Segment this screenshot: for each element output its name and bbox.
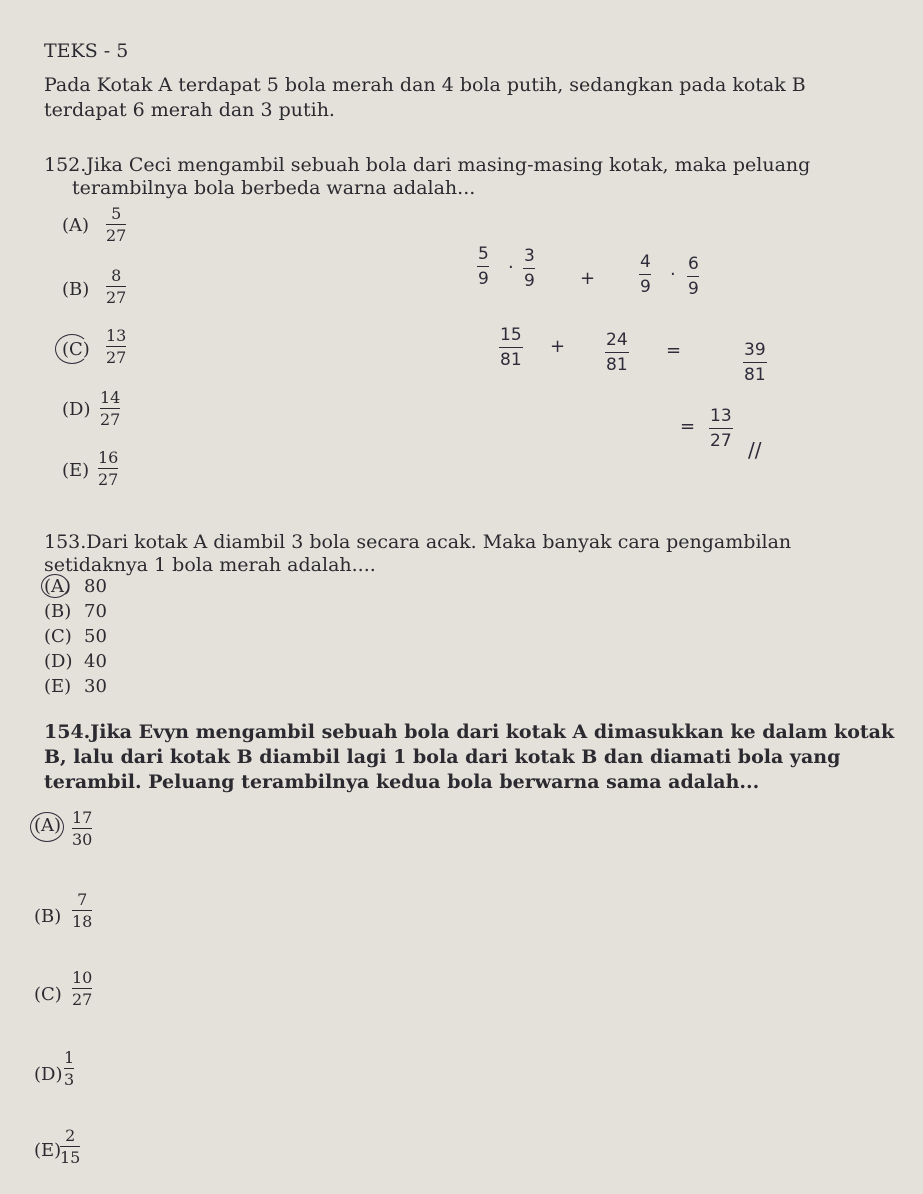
q152-option-a-label[interactable]: (A)	[62, 215, 90, 236]
fraction-bar	[106, 224, 126, 225]
q152-option-e-fraction	[98, 448, 118, 489]
hand-fraction: 3 9	[524, 246, 535, 291]
q153-option-e-value: 30	[84, 676, 107, 697]
hand-operator: =	[680, 416, 696, 437]
q154-option-a-label[interactable]: (A)	[34, 815, 62, 836]
numerator: 8	[111, 266, 122, 285]
numerator: 13	[106, 326, 127, 345]
q153-option-a-label[interactable]: (A)	[44, 576, 72, 597]
q153-option-b-value: 70	[84, 601, 107, 622]
denominator: 27	[106, 288, 127, 307]
q154-option-e-label[interactable]: (E)	[34, 1140, 62, 1161]
q153-option-d-value: 40	[84, 651, 107, 672]
numerator: 10	[72, 968, 93, 987]
q152-option-c-fraction	[106, 326, 126, 367]
hand-fraction: 39 81	[744, 340, 766, 385]
denominator: 27	[106, 226, 127, 245]
hand-operator: =	[666, 340, 682, 361]
q154-option-c-label[interactable]: (C)	[34, 984, 62, 1005]
numerator: 16	[98, 448, 119, 467]
numerator: 5	[111, 204, 122, 223]
page-title: TEKS - 5	[44, 40, 129, 62]
q152-option-e-label[interactable]: (E)	[62, 460, 90, 481]
hand-operator: +	[550, 336, 566, 357]
denominator: 30	[72, 830, 93, 849]
hand-fraction: 4 9	[640, 252, 651, 297]
denominator: 18	[72, 912, 93, 931]
fraction-bar	[72, 910, 92, 911]
fraction-bar	[60, 1146, 80, 1147]
denominator: 3	[64, 1070, 75, 1089]
q152-option-d-label[interactable]: (D)	[62, 399, 91, 420]
q154-option-c-fraction	[72, 968, 92, 1009]
fraction-bar	[98, 468, 118, 469]
q154-option-d-label[interactable]: (D)	[34, 1064, 63, 1085]
hand-fraction: 24 81	[606, 330, 628, 375]
intro-line-2: terdapat 6 merah dan 3 putih.	[44, 99, 335, 121]
hand-fraction: 13 27	[710, 406, 732, 451]
intro-line-1: Pada Kotak A terdapat 5 bola merah dan 4 bola putih, sedangkan pada kotak B	[44, 74, 806, 96]
q153-option-c-value: 50	[84, 626, 107, 647]
fraction-bar	[72, 828, 92, 829]
fraction-bar	[100, 408, 120, 409]
denominator: 27	[98, 470, 119, 489]
hand-mark: //	[748, 438, 762, 462]
q152-option-c-label[interactable]: (C)	[62, 339, 90, 360]
denominator: 27	[106, 348, 127, 367]
numerator: 14	[100, 388, 121, 407]
q154-option-a-fraction	[72, 808, 92, 849]
q154-option-e-fraction	[60, 1126, 80, 1167]
q152-option-b-fraction	[106, 266, 126, 307]
q152-option-a-fraction	[106, 204, 126, 245]
selected-answer-circle	[55, 334, 89, 364]
q154-option-d-fraction	[64, 1048, 74, 1089]
hand-operator: ·	[508, 257, 514, 278]
q154-option-b-label[interactable]: (B)	[34, 906, 62, 927]
q153-option-c-label[interactable]: (C)	[44, 626, 72, 647]
fraction-bar	[106, 346, 126, 347]
numerator: 17	[72, 808, 93, 827]
denominator: 27	[72, 990, 93, 1009]
numerator: 7	[77, 890, 88, 909]
numerator: 1	[64, 1048, 75, 1067]
q152-option-b-label[interactable]: (B)	[62, 279, 90, 300]
hand-fraction: 6 9	[688, 254, 699, 299]
q152-option-d-fraction	[100, 388, 120, 429]
hand-fraction: 5 9	[478, 244, 489, 289]
q153-option-a-value: 80	[84, 576, 107, 597]
denominator: 15	[60, 1148, 81, 1167]
q152-text-line-1: 152.Jika Ceci mengambil sebuah bola dari masing-masing kotak, maka peluang	[44, 154, 811, 176]
q154-text-line-2: B, lalu dari kotak B diambil lagi 1 bola dari kotak B dan diamati bola yang	[44, 746, 841, 768]
fraction-bar	[64, 1068, 74, 1069]
q152-text-line-2: terambilnya bola berbeda warna adalah...	[72, 177, 476, 199]
q154-text-line-3: terambil. Peluang terambilnya kedua bola berwarna sama adalah...	[44, 771, 760, 793]
numerator: 2	[65, 1126, 76, 1145]
hand-operator: ·	[670, 264, 676, 285]
q153-option-e-label[interactable]: (E)	[44, 676, 72, 697]
q153-option-d-label[interactable]: (D)	[44, 651, 73, 672]
q153-text-line-2: setidaknya 1 bola merah adalah....	[44, 554, 376, 576]
hand-fraction: 15 81	[500, 325, 522, 370]
q154-option-b-fraction	[72, 890, 92, 931]
q153-option-b-label[interactable]: (B)	[44, 601, 72, 622]
q153-text-line-1: 153.Dari kotak A diambil 3 bola secara acak. Maka banyak cara pengambilan	[44, 531, 792, 553]
hand-operator: +	[580, 268, 596, 289]
fraction-bar	[72, 988, 92, 989]
denominator: 27	[100, 410, 121, 429]
q154-text-line-1: 154.Jika Evyn mengambil sebuah bola dari kotak A dimasukkan ke dalam kotak	[44, 721, 895, 743]
fraction-bar	[106, 286, 126, 287]
